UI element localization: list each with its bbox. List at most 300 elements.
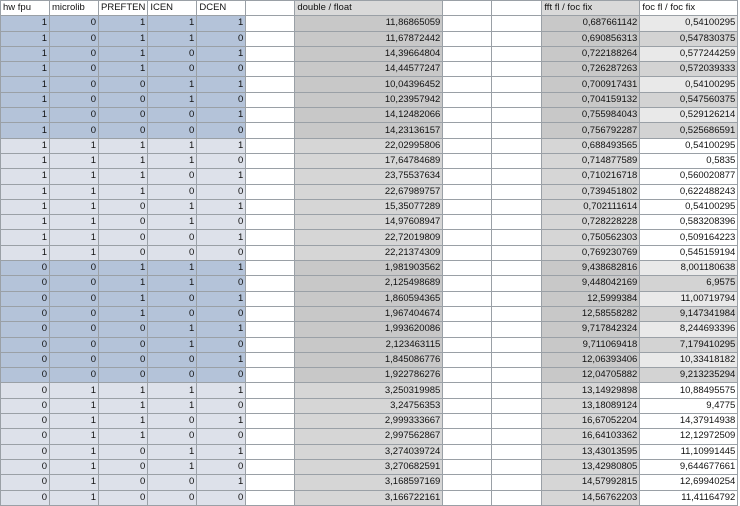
- icen-cell[interactable]: 1: [148, 261, 197, 276]
- empty-cell[interactable]: [492, 199, 542, 214]
- empty-cell[interactable]: [246, 444, 295, 459]
- microlib-cell[interactable]: 1: [50, 153, 99, 168]
- empty-cell[interactable]: [443, 1, 492, 16]
- double-float-cell[interactable]: 11,67872442: [295, 31, 443, 46]
- icen-cell[interactable]: 0: [148, 352, 197, 367]
- hw-fpu-cell[interactable]: 0: [1, 459, 50, 474]
- hw-fpu-cell[interactable]: 0: [1, 261, 50, 276]
- preften-cell[interactable]: 0: [99, 352, 148, 367]
- foc-ratio-cell[interactable]: 10,33418182: [640, 352, 738, 367]
- empty-cell[interactable]: [443, 414, 492, 429]
- empty-cell[interactable]: [246, 352, 295, 367]
- empty-cell[interactable]: [443, 383, 492, 398]
- empty-cell[interactable]: [246, 337, 295, 352]
- empty-cell[interactable]: [443, 475, 492, 490]
- empty-cell[interactable]: [492, 108, 542, 123]
- double-float-cell[interactable]: 22,67989757: [295, 184, 443, 199]
- preften-cell[interactable]: 1: [99, 414, 148, 429]
- dcen-cell[interactable]: 0: [197, 459, 246, 474]
- icen-cell[interactable]: 1: [148, 77, 197, 92]
- foc-ratio-cell[interactable]: 11,00719794: [640, 291, 738, 306]
- foc-ratio-cell[interactable]: 6,9575: [640, 276, 738, 291]
- foc-ratio-cell[interactable]: 0,54100295: [640, 16, 738, 31]
- fft-ratio-cell[interactable]: 0,726287263: [542, 62, 640, 77]
- hw-fpu-cell[interactable]: 1: [1, 138, 50, 153]
- double-float-cell[interactable]: 1,967404674: [295, 306, 443, 321]
- microlib-cell[interactable]: 1: [50, 490, 99, 505]
- fft-ratio-cell[interactable]: 0,750562303: [542, 230, 640, 245]
- empty-cell[interactable]: [443, 215, 492, 230]
- preften-cell[interactable]: 1: [99, 31, 148, 46]
- empty-cell[interactable]: [246, 77, 295, 92]
- empty-cell[interactable]: [246, 383, 295, 398]
- dcen-cell[interactable]: 1: [197, 352, 246, 367]
- empty-cell[interactable]: [443, 306, 492, 321]
- icen-cell[interactable]: 1: [148, 16, 197, 31]
- empty-cell[interactable]: [246, 414, 295, 429]
- empty-cell[interactable]: [492, 153, 542, 168]
- empty-cell[interactable]: [492, 337, 542, 352]
- empty-cell[interactable]: [443, 123, 492, 138]
- hw-fpu-cell[interactable]: 0: [1, 352, 50, 367]
- hw-fpu-cell[interactable]: 0: [1, 276, 50, 291]
- double-float-cell[interactable]: 2,123463115: [295, 337, 443, 352]
- microlib-cell[interactable]: 0: [50, 306, 99, 321]
- fft-ratio-cell[interactable]: 13,18089124: [542, 398, 640, 413]
- empty-cell[interactable]: [246, 46, 295, 61]
- empty-cell[interactable]: [492, 184, 542, 199]
- hw-fpu-cell[interactable]: 1: [1, 215, 50, 230]
- foc-ratio-cell[interactable]: 11,10991445: [640, 444, 738, 459]
- empty-cell[interactable]: [492, 459, 542, 474]
- preften-cell[interactable]: 0: [99, 459, 148, 474]
- microlib-cell[interactable]: 0: [50, 261, 99, 276]
- double-float-cell[interactable]: 1,922786276: [295, 368, 443, 383]
- dcen-cell[interactable]: 0: [197, 429, 246, 444]
- empty-cell[interactable]: [246, 276, 295, 291]
- preften-cell[interactable]: 0: [99, 199, 148, 214]
- icen-cell[interactable]: 1: [148, 444, 197, 459]
- hw-fpu-cell[interactable]: 0: [1, 398, 50, 413]
- hw-fpu-cell[interactable]: 0: [1, 429, 50, 444]
- empty-cell[interactable]: [492, 475, 542, 490]
- empty-cell[interactable]: [492, 138, 542, 153]
- empty-cell[interactable]: [492, 245, 542, 260]
- dcen-cell[interactable]: 0: [197, 123, 246, 138]
- fft-ratio-cell[interactable]: 13,14929898: [542, 383, 640, 398]
- icen-cell[interactable]: 1: [148, 153, 197, 168]
- foc-ratio-cell[interactable]: 12,12972509: [640, 429, 738, 444]
- dcen-cell[interactable]: 1: [197, 138, 246, 153]
- fft-ratio-cell[interactable]: 12,5999384: [542, 291, 640, 306]
- fft-ratio-cell[interactable]: 9,711069418: [542, 337, 640, 352]
- microlib-cell[interactable]: 1: [50, 169, 99, 184]
- empty-cell[interactable]: [492, 261, 542, 276]
- microlib-cell[interactable]: 1: [50, 138, 99, 153]
- empty-cell[interactable]: [246, 108, 295, 123]
- fft-ratio-cell[interactable]: 0,739451802: [542, 184, 640, 199]
- preften-cell[interactable]: 0: [99, 77, 148, 92]
- hw-fpu-cell[interactable]: 1: [1, 77, 50, 92]
- hw-fpu-cell[interactable]: 1: [1, 199, 50, 214]
- preften-cell[interactable]: 0: [99, 123, 148, 138]
- header-foc-ratio[interactable]: foc fl / foc fix: [640, 1, 738, 16]
- header-icen[interactable]: ICEN: [148, 1, 197, 16]
- empty-cell[interactable]: [443, 31, 492, 46]
- empty-cell[interactable]: [443, 77, 492, 92]
- empty-cell[interactable]: [246, 123, 295, 138]
- hw-fpu-cell[interactable]: 1: [1, 92, 50, 107]
- double-float-cell[interactable]: 3,274039724: [295, 444, 443, 459]
- empty-cell[interactable]: [443, 46, 492, 61]
- empty-cell[interactable]: [443, 16, 492, 31]
- double-float-cell[interactable]: 15,35077289: [295, 199, 443, 214]
- microlib-cell[interactable]: 1: [50, 215, 99, 230]
- foc-ratio-cell[interactable]: 0,54100295: [640, 199, 738, 214]
- fft-ratio-cell[interactable]: 0,710216718: [542, 169, 640, 184]
- fft-ratio-cell[interactable]: 12,04705882: [542, 368, 640, 383]
- empty-cell[interactable]: [492, 429, 542, 444]
- fft-ratio-cell[interactable]: 12,58558282: [542, 306, 640, 321]
- hw-fpu-cell[interactable]: 1: [1, 123, 50, 138]
- dcen-cell[interactable]: 1: [197, 16, 246, 31]
- fft-ratio-cell[interactable]: 0,700917431: [542, 77, 640, 92]
- microlib-cell[interactable]: 0: [50, 123, 99, 138]
- hw-fpu-cell[interactable]: 0: [1, 322, 50, 337]
- preften-cell[interactable]: 0: [99, 490, 148, 505]
- foc-ratio-cell[interactable]: 12,69940254: [640, 475, 738, 490]
- empty-cell[interactable]: [492, 46, 542, 61]
- double-float-cell[interactable]: 3,168597169: [295, 475, 443, 490]
- empty-cell[interactable]: [492, 215, 542, 230]
- empty-cell[interactable]: [492, 444, 542, 459]
- empty-cell[interactable]: [492, 1, 542, 16]
- hw-fpu-cell[interactable]: 0: [1, 383, 50, 398]
- hw-fpu-cell[interactable]: 1: [1, 153, 50, 168]
- icen-cell[interactable]: 0: [148, 475, 197, 490]
- icen-cell[interactable]: 1: [148, 199, 197, 214]
- preften-cell[interactable]: 0: [99, 230, 148, 245]
- empty-cell[interactable]: [443, 184, 492, 199]
- empty-cell[interactable]: [443, 153, 492, 168]
- preften-cell[interactable]: 1: [99, 261, 148, 276]
- fft-ratio-cell[interactable]: 0,690856313: [542, 31, 640, 46]
- header-preften[interactable]: PREFTEN: [99, 1, 148, 16]
- empty-cell[interactable]: [246, 230, 295, 245]
- preften-cell[interactable]: 1: [99, 62, 148, 77]
- empty-cell[interactable]: [443, 245, 492, 260]
- dcen-cell[interactable]: 1: [197, 383, 246, 398]
- empty-cell[interactable]: [443, 92, 492, 107]
- empty-cell[interactable]: [492, 31, 542, 46]
- empty-cell[interactable]: [492, 352, 542, 367]
- empty-cell[interactable]: [443, 322, 492, 337]
- empty-cell[interactable]: [492, 77, 542, 92]
- icen-cell[interactable]: 0: [148, 306, 197, 321]
- icen-cell[interactable]: 1: [148, 459, 197, 474]
- double-float-cell[interactable]: 23,75537634: [295, 169, 443, 184]
- foc-ratio-cell[interactable]: 0,545159194: [640, 245, 738, 260]
- dcen-cell[interactable]: 1: [197, 108, 246, 123]
- fft-ratio-cell[interactable]: 0,755984043: [542, 108, 640, 123]
- empty-cell[interactable]: [492, 16, 542, 31]
- dcen-cell[interactable]: 1: [197, 444, 246, 459]
- foc-ratio-cell[interactable]: 0,622488243: [640, 184, 738, 199]
- hw-fpu-cell[interactable]: 0: [1, 444, 50, 459]
- preften-cell[interactable]: 1: [99, 383, 148, 398]
- microlib-cell[interactable]: 0: [50, 291, 99, 306]
- fft-ratio-cell[interactable]: 0,687661142: [542, 16, 640, 31]
- dcen-cell[interactable]: 1: [197, 261, 246, 276]
- dcen-cell[interactable]: 0: [197, 31, 246, 46]
- icen-cell[interactable]: 0: [148, 169, 197, 184]
- empty-cell[interactable]: [443, 352, 492, 367]
- preften-cell[interactable]: 1: [99, 153, 148, 168]
- fft-ratio-cell[interactable]: 0,714877589: [542, 153, 640, 168]
- microlib-cell[interactable]: 1: [50, 398, 99, 413]
- dcen-cell[interactable]: 0: [197, 92, 246, 107]
- icen-cell[interactable]: 0: [148, 429, 197, 444]
- icen-cell[interactable]: 1: [148, 138, 197, 153]
- microlib-cell[interactable]: 0: [50, 368, 99, 383]
- preften-cell[interactable]: 0: [99, 92, 148, 107]
- foc-ratio-cell[interactable]: 14,37914938: [640, 414, 738, 429]
- microlib-cell[interactable]: 1: [50, 444, 99, 459]
- fft-ratio-cell[interactable]: 9,717842324: [542, 322, 640, 337]
- double-float-cell[interactable]: 22,72019809: [295, 230, 443, 245]
- icen-cell[interactable]: 0: [148, 368, 197, 383]
- hw-fpu-cell[interactable]: 1: [1, 46, 50, 61]
- empty-cell[interactable]: [246, 31, 295, 46]
- preften-cell[interactable]: 1: [99, 429, 148, 444]
- dcen-cell[interactable]: 1: [197, 230, 246, 245]
- empty-cell[interactable]: [443, 368, 492, 383]
- dcen-cell[interactable]: 0: [197, 398, 246, 413]
- preften-cell[interactable]: 1: [99, 16, 148, 31]
- empty-cell[interactable]: [443, 398, 492, 413]
- empty-cell[interactable]: [443, 444, 492, 459]
- header-fft-ratio[interactable]: fft fl / foc fix: [542, 1, 640, 16]
- hw-fpu-cell[interactable]: 0: [1, 490, 50, 505]
- fft-ratio-cell[interactable]: 0,728228228: [542, 215, 640, 230]
- icen-cell[interactable]: 0: [148, 46, 197, 61]
- empty-cell[interactable]: [246, 16, 295, 31]
- empty-cell[interactable]: [492, 291, 542, 306]
- preften-cell[interactable]: 0: [99, 475, 148, 490]
- icen-cell[interactable]: 0: [148, 230, 197, 245]
- foc-ratio-cell[interactable]: 0,583208396: [640, 215, 738, 230]
- empty-cell[interactable]: [246, 459, 295, 474]
- fft-ratio-cell[interactable]: 0,702111614: [542, 199, 640, 214]
- empty-cell[interactable]: [492, 306, 542, 321]
- empty-cell[interactable]: [492, 383, 542, 398]
- foc-ratio-cell[interactable]: 0,54100295: [640, 77, 738, 92]
- dcen-cell[interactable]: 1: [197, 169, 246, 184]
- fft-ratio-cell[interactable]: 9,438682816: [542, 261, 640, 276]
- empty-cell[interactable]: [492, 322, 542, 337]
- fft-ratio-cell[interactable]: 0,756792287: [542, 123, 640, 138]
- icen-cell[interactable]: 0: [148, 184, 197, 199]
- hw-fpu-cell[interactable]: 1: [1, 62, 50, 77]
- foc-ratio-cell[interactable]: 0,547830375: [640, 31, 738, 46]
- header-double-float[interactable]: double / float: [295, 1, 443, 16]
- preften-cell[interactable]: 1: [99, 276, 148, 291]
- icen-cell[interactable]: 0: [148, 490, 197, 505]
- empty-cell[interactable]: [492, 276, 542, 291]
- foc-ratio-cell[interactable]: 0,577244259: [640, 46, 738, 61]
- double-float-cell[interactable]: 17,64784689: [295, 153, 443, 168]
- header-dcen[interactable]: DCEN: [197, 1, 246, 16]
- preften-cell[interactable]: 1: [99, 46, 148, 61]
- hw-fpu-cell[interactable]: 1: [1, 16, 50, 31]
- microlib-cell[interactable]: 1: [50, 383, 99, 398]
- foc-ratio-cell[interactable]: 9,147341984: [640, 306, 738, 321]
- double-float-cell[interactable]: 2,999333667: [295, 414, 443, 429]
- empty-cell[interactable]: [492, 398, 542, 413]
- microlib-cell[interactable]: 1: [50, 475, 99, 490]
- dcen-cell[interactable]: 0: [197, 368, 246, 383]
- empty-cell[interactable]: [492, 169, 542, 184]
- foc-ratio-cell[interactable]: 0,509164223: [640, 230, 738, 245]
- microlib-cell[interactable]: 0: [50, 322, 99, 337]
- dcen-cell[interactable]: 0: [197, 276, 246, 291]
- foc-ratio-cell[interactable]: 9,213235294: [640, 368, 738, 383]
- preften-cell[interactable]: 1: [99, 291, 148, 306]
- double-float-cell[interactable]: 22,02995806: [295, 138, 443, 153]
- empty-cell[interactable]: [443, 291, 492, 306]
- hw-fpu-cell[interactable]: 1: [1, 31, 50, 46]
- preften-cell[interactable]: 1: [99, 306, 148, 321]
- dcen-cell[interactable]: 1: [197, 291, 246, 306]
- foc-ratio-cell[interactable]: 8,244693396: [640, 322, 738, 337]
- microlib-cell[interactable]: 1: [50, 230, 99, 245]
- fft-ratio-cell[interactable]: 14,57992815: [542, 475, 640, 490]
- dcen-cell[interactable]: 1: [197, 414, 246, 429]
- fft-ratio-cell[interactable]: 14,56762203: [542, 490, 640, 505]
- preften-cell[interactable]: 1: [99, 184, 148, 199]
- fft-ratio-cell[interactable]: 0,722188264: [542, 46, 640, 61]
- preften-cell[interactable]: 1: [99, 398, 148, 413]
- dcen-cell[interactable]: 1: [197, 46, 246, 61]
- hw-fpu-cell[interactable]: 0: [1, 368, 50, 383]
- double-float-cell[interactable]: 3,166722161: [295, 490, 443, 505]
- icen-cell[interactable]: 0: [148, 291, 197, 306]
- empty-cell[interactable]: [246, 153, 295, 168]
- double-float-cell[interactable]: 2,125498689: [295, 276, 443, 291]
- empty-cell[interactable]: [443, 138, 492, 153]
- double-float-cell[interactable]: 14,97608947: [295, 215, 443, 230]
- dcen-cell[interactable]: 0: [197, 62, 246, 77]
- double-float-cell[interactable]: 1,860594365: [295, 291, 443, 306]
- icen-cell[interactable]: 1: [148, 276, 197, 291]
- hw-fpu-cell[interactable]: 1: [1, 108, 50, 123]
- double-float-cell[interactable]: 11,86865059: [295, 16, 443, 31]
- empty-cell[interactable]: [492, 92, 542, 107]
- microlib-cell[interactable]: 1: [50, 199, 99, 214]
- double-float-cell[interactable]: 1,993620086: [295, 322, 443, 337]
- hw-fpu-cell[interactable]: 0: [1, 414, 50, 429]
- empty-cell[interactable]: [443, 337, 492, 352]
- dcen-cell[interactable]: 0: [197, 306, 246, 321]
- preften-cell[interactable]: 1: [99, 138, 148, 153]
- fft-ratio-cell[interactable]: 13,43013595: [542, 444, 640, 459]
- empty-cell[interactable]: [246, 322, 295, 337]
- empty-cell[interactable]: [492, 230, 542, 245]
- double-float-cell[interactable]: 14,44577247: [295, 62, 443, 77]
- preften-cell[interactable]: 0: [99, 444, 148, 459]
- foc-ratio-cell[interactable]: 10,88495575: [640, 383, 738, 398]
- empty-cell[interactable]: [246, 169, 295, 184]
- icen-cell[interactable]: 0: [148, 245, 197, 260]
- foc-ratio-cell[interactable]: 9,644677661: [640, 459, 738, 474]
- foc-ratio-cell[interactable]: 7,179410295: [640, 337, 738, 352]
- foc-ratio-cell[interactable]: 0,5835: [640, 153, 738, 168]
- dcen-cell[interactable]: 0: [197, 490, 246, 505]
- icen-cell[interactable]: 1: [148, 383, 197, 398]
- empty-cell[interactable]: [246, 261, 295, 276]
- empty-cell[interactable]: [492, 414, 542, 429]
- preften-cell[interactable]: 0: [99, 108, 148, 123]
- empty-cell[interactable]: [246, 92, 295, 107]
- double-float-cell[interactable]: 1,981903562: [295, 261, 443, 276]
- double-float-cell[interactable]: 1,845086776: [295, 352, 443, 367]
- empty-cell[interactable]: [443, 108, 492, 123]
- foc-ratio-cell[interactable]: 9,4775: [640, 398, 738, 413]
- double-float-cell[interactable]: 10,04396452: [295, 77, 443, 92]
- empty-cell[interactable]: [246, 490, 295, 505]
- empty-cell[interactable]: [443, 459, 492, 474]
- dcen-cell[interactable]: 1: [197, 77, 246, 92]
- hw-fpu-cell[interactable]: 1: [1, 230, 50, 245]
- empty-cell[interactable]: [443, 62, 492, 77]
- preften-cell[interactable]: 1: [99, 169, 148, 184]
- dcen-cell[interactable]: 0: [197, 215, 246, 230]
- double-float-cell[interactable]: 2,997562867: [295, 429, 443, 444]
- microlib-cell[interactable]: 0: [50, 276, 99, 291]
- fft-ratio-cell[interactable]: 12,06393406: [542, 352, 640, 367]
- empty-cell[interactable]: [492, 123, 542, 138]
- double-float-cell[interactable]: 22,21374309: [295, 245, 443, 260]
- foc-ratio-cell[interactable]: 8,001180638: [640, 261, 738, 276]
- double-float-cell[interactable]: 10,23957942: [295, 92, 443, 107]
- icen-cell[interactable]: 1: [148, 337, 197, 352]
- preften-cell[interactable]: 0: [99, 245, 148, 260]
- hw-fpu-cell[interactable]: 0: [1, 306, 50, 321]
- icen-cell[interactable]: 1: [148, 322, 197, 337]
- hw-fpu-cell[interactable]: 0: [1, 291, 50, 306]
- icen-cell[interactable]: 0: [148, 62, 197, 77]
- icen-cell[interactable]: 1: [148, 215, 197, 230]
- empty-cell[interactable]: [443, 429, 492, 444]
- empty-cell[interactable]: [246, 291, 295, 306]
- dcen-cell[interactable]: 0: [197, 153, 246, 168]
- hw-fpu-cell[interactable]: 1: [1, 184, 50, 199]
- foc-ratio-cell[interactable]: 0,529126214: [640, 108, 738, 123]
- double-float-cell[interactable]: 3,250319985: [295, 383, 443, 398]
- preften-cell[interactable]: 0: [99, 215, 148, 230]
- microlib-cell[interactable]: 0: [50, 77, 99, 92]
- icen-cell[interactable]: 0: [148, 414, 197, 429]
- empty-cell[interactable]: [443, 169, 492, 184]
- empty-cell[interactable]: [443, 261, 492, 276]
- foc-ratio-cell[interactable]: 0,525686591: [640, 123, 738, 138]
- microlib-cell[interactable]: 1: [50, 414, 99, 429]
- microlib-cell[interactable]: 0: [50, 92, 99, 107]
- fft-ratio-cell[interactable]: 0,704159132: [542, 92, 640, 107]
- foc-ratio-cell[interactable]: 11,41164792: [640, 490, 738, 505]
- header-hw-fpu[interactable]: hw fpu: [1, 1, 50, 16]
- empty-cell[interactable]: [246, 215, 295, 230]
